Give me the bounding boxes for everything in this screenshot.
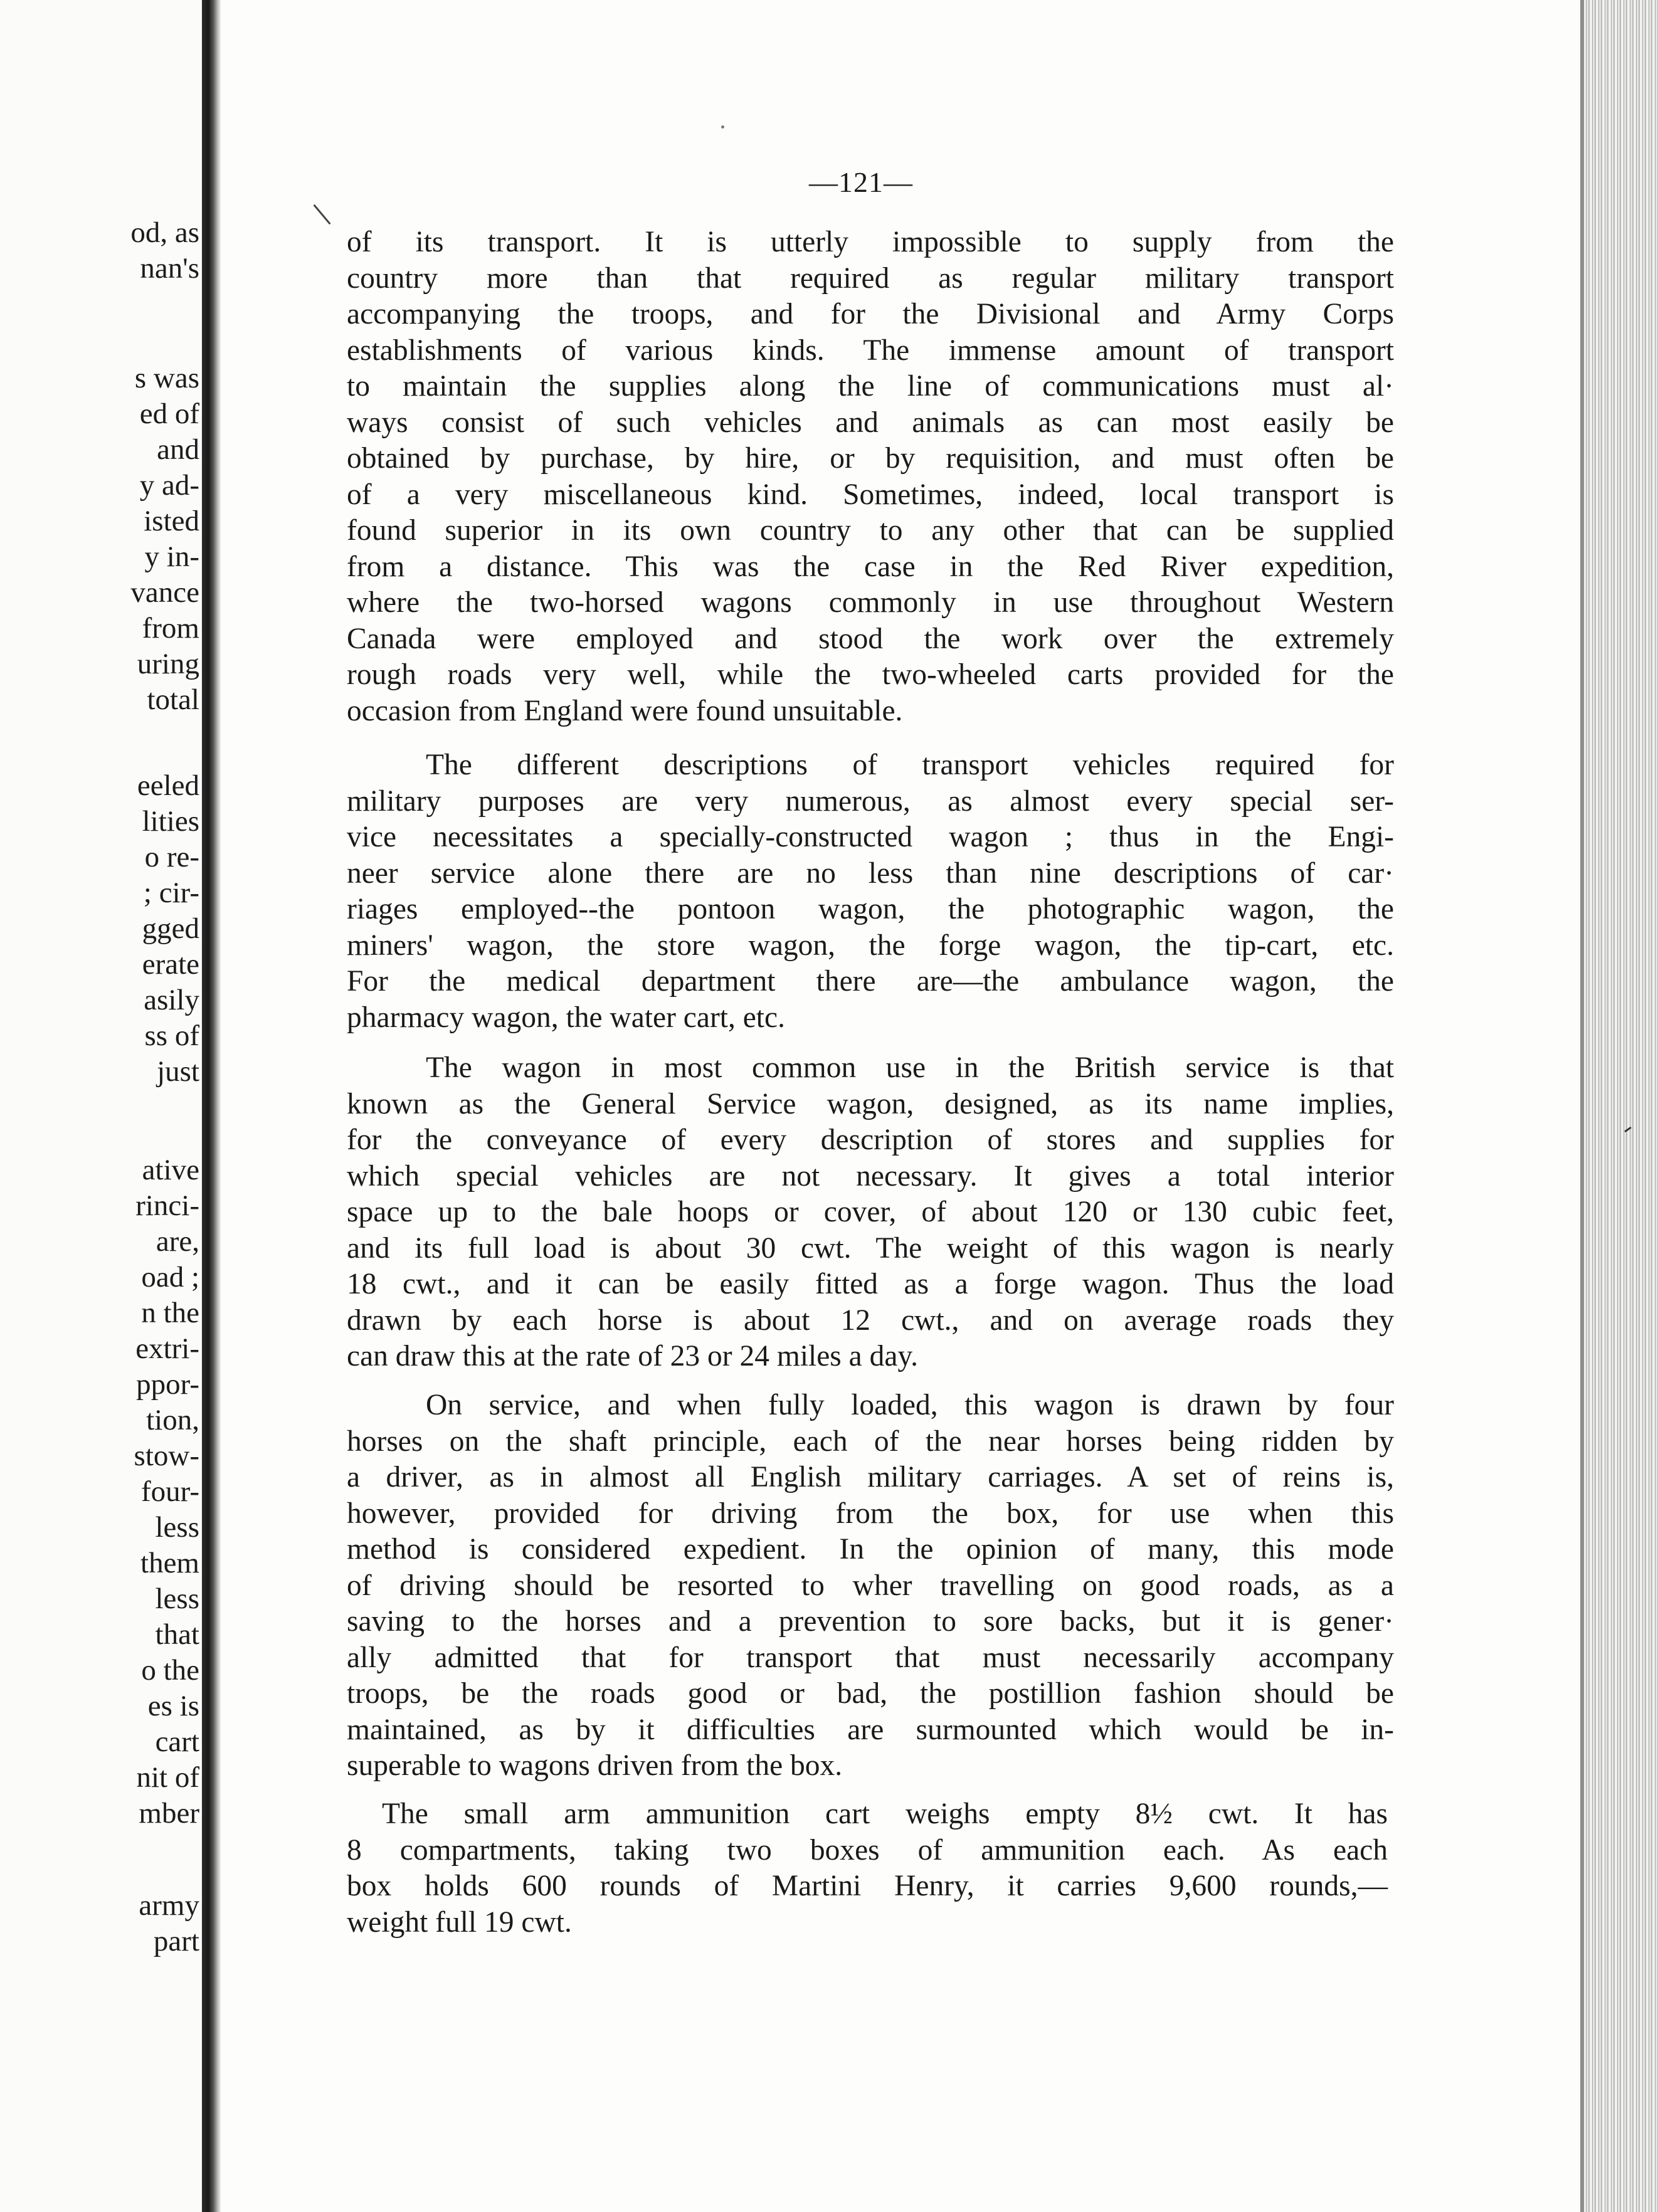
text-line: miners' wagon, the store wagon, the forge wagon, the tip-cart, etc. [347, 929, 1394, 962]
text-line: to maintain the supplies along the line of communications must al· [347, 370, 1394, 403]
left-page-fragment: ed of [139, 398, 199, 430]
text-line: For the medical department there are—the ambulance wagon, the [347, 965, 1394, 998]
text-line: maintained, as by it difficulties are surmounted which would be in- [347, 1713, 1394, 1746]
page-number: —121— [809, 166, 913, 198]
text-line: ally admitted that for transport that must necessarily accompany [347, 1641, 1394, 1674]
text-line: box holds 600 rounds of Martini Henry, it carries 9,600 rounds,— [347, 1870, 1388, 1902]
paragraph-3 [347, 1050, 1394, 1375]
text-line: military purposes are very numerous, as almost every special ser- [347, 784, 1394, 818]
left-page-fragment: part [153, 1925, 199, 1957]
text-line: pharmacy wagon, the water cart, etc. [347, 1001, 785, 1034]
left-page-fragment: o the [141, 1654, 199, 1687]
text-line: The wagon in most common use in the British service is that [426, 1051, 1394, 1084]
text-line: however, provided for driving from the box, for use when this [347, 1497, 1394, 1530]
left-page-fragment: es is [147, 1690, 199, 1722]
scan-mark-dot [721, 125, 724, 129]
text-line: where the two-horsed wagons commonly in use throughout Western [347, 586, 1394, 619]
left-page-fragment: ss of [144, 1019, 199, 1052]
text-line: occasion from England were found unsuitable. [347, 694, 903, 727]
left-page-fragment: nan's [140, 252, 199, 285]
text-line: rough roads very well, while the two-wheeled carts provided for the [347, 658, 1394, 691]
left-page-fragment: and [157, 433, 199, 466]
left-page-fragment: stow- [134, 1440, 199, 1472]
text-line: obtained by purchase, by hire, or by requisition, and must often be [347, 442, 1394, 475]
left-page-fragment: nit of [136, 1761, 199, 1794]
left-page-fragment: are, [156, 1225, 199, 1258]
left-page-fragment: tion, [146, 1404, 199, 1436]
text-line: for the conveyance of every description of stores and supplies for [347, 1124, 1394, 1156]
left-page-fragment: cart [155, 1725, 199, 1758]
text-line: neer service alone there are no less than nine descriptions of car· [347, 856, 1394, 890]
left-page-fragment: ppor- [136, 1368, 199, 1401]
text-line: can draw this at the rate of 23 or 24 miles a day. [347, 1340, 918, 1372]
text-line: drawn by each horse is about 12 cwt., and on average roads they [347, 1304, 1394, 1337]
left-page-fragment: army [139, 1889, 199, 1922]
text-line: 18 cwt., and it can be easily fitted as a forge wagon. Thus the load [347, 1268, 1394, 1300]
text-line: ways consist of such vehicles and animals as can most easily be [347, 406, 1394, 439]
text-line: method is considered expedient. In the opinion of many, this mode [347, 1533, 1394, 1566]
text-line: found superior in its own country to any other that can be supplied [347, 514, 1394, 547]
paragraph-1 [347, 224, 1394, 729]
text-line: horses on the shaft principle, each of the near horses being ridden by [347, 1425, 1394, 1458]
left-page-fragment: just [157, 1055, 199, 1088]
text-line: weight full 19 cwt. [347, 1905, 572, 1939]
left-page-fragment: less [155, 1583, 199, 1615]
left-page-fragment: asily [144, 984, 199, 1016]
left-page-fragment: n the [141, 1297, 199, 1329]
left-page-fragment: uring [137, 648, 199, 680]
text-line: establishments of various kinds. The immense amount of transport [347, 334, 1394, 367]
left-page-fragment: oad ; [141, 1261, 199, 1293]
book-gutter [202, 0, 221, 2212]
left-page-fragment: mber [139, 1797, 199, 1830]
left-page-fragment: extri- [135, 1332, 199, 1365]
text-line: which special vehicles are not necessary. It gives a total interior [347, 1159, 1394, 1193]
left-page-fragment: them [140, 1547, 199, 1579]
text-line: superable to wagons driven from the box. [347, 1749, 843, 1782]
left-page-fragment: s was [134, 362, 199, 394]
text-line: troops, be the roads good or bad, the postillion fashion should be [347, 1677, 1394, 1710]
left-page-fragment: gged [142, 912, 199, 945]
text-line: Canada were employed and stood the work over the extremely [347, 622, 1394, 655]
left-page-fragment: that [155, 1618, 199, 1651]
paragraph-2 [347, 747, 1394, 1036]
text-line: space up to the bale hoops or cover, of about 120 or 130 cubic feet, [347, 1196, 1394, 1228]
text-line: vice necessitates a specially-constructed wagon ; thus in the Engi- [347, 821, 1394, 853]
left-page-fragment: vance [130, 576, 199, 609]
left-page-fragment: ative [142, 1154, 199, 1186]
left-facing-page [0, 0, 202, 2212]
left-page-fragment: from [142, 612, 199, 645]
left-page-fragment: od, as [130, 216, 199, 249]
page-edge-stack [1580, 0, 1658, 2212]
left-page-fragment: lities [142, 805, 199, 838]
left-page-fragment: erate [142, 948, 199, 981]
paragraph-4 [347, 1388, 1394, 1784]
text-line: riages employed--the pontoon wagon, the photographic wagon, the [347, 893, 1394, 925]
left-page-fragment: y ad- [139, 469, 199, 502]
text-line: known as the General Service wagon, designed, as its name implies, [347, 1087, 1394, 1120]
left-page-fragment: y in- [144, 540, 199, 573]
text-line: The different descriptions of transport vehicles required for [426, 749, 1394, 781]
text-line: from a distance. This was the case in the Red River expedition, [347, 550, 1394, 583]
text-line: of its transport. It is utterly impossible to supply from the [347, 226, 1394, 258]
left-page-fragment: total [147, 683, 199, 716]
text-line: and its full load is about 30 cwt. The weight of this wagon is nearly [347, 1231, 1394, 1265]
paragraph-5 [347, 1796, 1388, 1941]
text-line: The small arm ammunition cart weighs empty 8½ cwt. It has [382, 1798, 1388, 1830]
text-line: a driver, as in almost all English military carriages. A set of reins is, [347, 1461, 1394, 1493]
text-line: On service, and when fully loaded, this wagon is drawn by four [426, 1389, 1394, 1421]
text-line: saving to the horses and a prevention to sore backs, but it is gener· [347, 1605, 1394, 1638]
text-line: of a very miscellaneous kind. Sometimes, indeed, local transport is [347, 478, 1394, 511]
text-line: accompanying the troops, and for the Divisional and Army Corps [347, 298, 1394, 330]
left-page-fragment: eeled [137, 769, 199, 802]
text-line: country more than that required as regular military transport [347, 261, 1394, 295]
text-line: 8 compartments, taking two boxes of ammunition each. As each [347, 1833, 1388, 1867]
left-page-fragment: rinci- [135, 1189, 199, 1222]
left-page-fragment: ; cir- [143, 877, 199, 909]
left-page-fragment: less [155, 1511, 199, 1544]
left-page-fragment: isted [144, 505, 199, 537]
left-page-fragment: four- [140, 1475, 199, 1508]
left-page-fragment: o re- [144, 841, 199, 873]
text-line: of driving should be resorted to wher travelling on good roads, as a [347, 1569, 1394, 1602]
